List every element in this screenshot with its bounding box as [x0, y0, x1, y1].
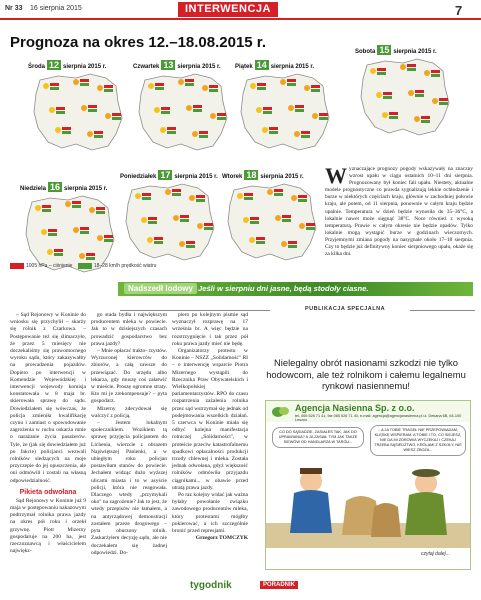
forecast-map — [355, 45, 460, 145]
speech-bubble: CO DO SĄSIADZIE, ZASIAŁEŚ TAK, JAK DO UPRAWIANIA? A JA ZASIAŁ TYM JAK TAKŻE SIEWÓW OD HANDLARZA W TARGU... — [272, 427, 364, 448]
poland-map-icon — [120, 182, 216, 262]
cartoon-illustration-icon — [266, 453, 470, 548]
headline: Prognoza na okres 12.–18.08.2015 r. — [10, 34, 266, 51]
map-day-label: Piątek 14 sierpnia 2015 r. — [235, 60, 315, 70]
company-name: Agencja Nasienna Sp. z o.o. — [295, 403, 415, 413]
company-address: tel. 065 526 71 41, fax 065 526 71 40, e-mail: agencja@agencjanasienna.pl ul. Dekana 6B, 64-100 Leszno — [295, 414, 462, 422]
forecast-map — [133, 60, 233, 152]
subheading: Pikieta odwołana — [19, 488, 77, 496]
forecast-map — [28, 60, 128, 152]
author-signature: Grzegorz TOMCZYK — [195, 535, 248, 542]
issue-number: Nr 33 — [5, 5, 23, 12]
issue-date: 16 sierpnia 2015 — [30, 5, 82, 12]
footer-logo — [190, 580, 330, 594]
article-column-2: go stada bydła i największym producentem mleka w powiecie. Jak to w dzisiejszych czasach prowadzić gospodarstwo bez prawa jazdy? – Mnie opłacać trakto- rzystów. Wyrzuconej kierowców do zbiorów, a całą zawsze do przewiązać. Do urzędu albo lekarza, gdy muszę coś załatwić w mieście. Proszę ogromne straty. Kto mi je zrekompensuje? – pyta gospodarz. Mizerny zdecydował się walczyć z policją. – Jestem lokalnym społecznikiem. Wozikiem tą sprawę przyjęcia policjantem do Lichenia, wierzcie z obrazem Najświętszej Panienki, a w ubiegłym roku policjan postawiłam stanów do powiecie. Jechałem widząc dużo wyższej ulicami miasta i to w asyście policji, która nie reagowała. Dlaczego wtedy „przymykali oko" na zagrożenie? Jak to jest, że wtedy przepisów nie łamałem, a na antyrządowej demonstracji zostałem przeze drogowego – pyta oburzony rolnik. Zaskarżyłem decyzję sądu, ale nie doczekałem się żadnej odpowiedzi. Do- — [91, 312, 167, 556]
forecast-article — [325, 163, 473, 258]
read-more-link[interactable]: czytaj dalej... — [421, 551, 450, 557]
forecast-map — [235, 60, 335, 152]
map-day-label: Poniedziałek 17 sierpnia 2015 r. — [120, 170, 218, 180]
speech-bubble: ...A JA TOBIE TRAGEŁ NIE PRZEPOWIADAM, KLĘSKĘ WSPIERAM. A TOBIE I TO, CO SIEJESZ, NIE DA MI ZDROWIA WYCZEKAJ I CZEKAJ TRZEBA SĄSIEDZTWO, KRÓLAMI Z SZKOŁY, NIE WIESZ ZBOŻA... — [370, 425, 466, 456]
poland-map-icon — [28, 72, 124, 152]
map-legend: 1005 hPa – ciśnienie 18–28 km/h prędkość wiatru — [10, 263, 156, 269]
article-column-1: – Sąd Rejonowy w Koninie do wniosku się przychylił – skarży się rolnik z Czarkowa. – Postępowanie też się ślimaczyło, że przez 5 miesięcy nie doczekaliśmy się prawomocnego wyroku sądu, który zakazywałby na prowadzenia pojazdów. Dopiero po interwencji w Komendzie Wojewódzkiej i interwencji wojewody komisja konstatowała w 8 maja br. skierowała sprawę do sądu. Dowiedziałem się wówczas, że policja zmieniła kwalifikację czynu i zamiast o spowodowanie zagrożenia w ruchu oskarża mnie o narażanie życia pasażerów. Tyle, że (jak się dowiedziałem już po fakcie) policjanci wezwali rolników siedzących na moje przyczepie do jej opuszczenia, ale oni odmówili i zostali na własną odpowiedzialność. Pikieta odwołana Sąd Rejonowy w Koninie już 9 maja w postępowaniu nakazowym podtrzymał rolnika prawa jazdy na okres pół roku i orzekł grzywnę. Piotr Mizerny gospodaruje na 200 ha, jest rzeczoznawcą i właścicielem najwiękz- — [10, 312, 86, 555]
poland-map-icon — [355, 57, 451, 137]
page-header — [0, 0, 481, 20]
article-text: yznaczające prognozy pogody wskazywały na znaczny wzrost upału w ciągu ostatnich 10–11 dni sierpnia. Prognozowany był koniec fali upału. Niestety, aktualne modele prognostyczne co prawda sygnalizują lekkie ochłodzenie i burze w niektórych częściach kraju, głównie w zachodniej połowie kraju, ale potem, od 11 sierpnia, ponownie w całym kraju będzie upalnie. Temperatura w dzień będzie wynosiła do 35–36°C, a lokalnie nawet może sięgnąć 38°C. Noce również z wysoką temperaturą. Prawie w całym okresie nie będzie opadów. Tylko lokalnie mogą wystąpić burze w godzinach wieczornych. Przyjemnymi zmiana pogody na nasygnale około 17–18 sierpnia. Czy to będzie już definitywny koniec sierpniowego upału, okaże się za kilka dni. — [325, 166, 473, 258]
brand-name: tygodnik — [190, 580, 232, 591]
map-day-label: Środa 12 sierpnia 2015 r. — [28, 60, 107, 70]
poland-map-icon — [235, 72, 331, 152]
forecast-map — [222, 170, 322, 262]
proverb-banner — [118, 282, 473, 296]
leaf-logo-icon — [271, 404, 291, 419]
brand-badge: PORADNIK — [260, 581, 298, 589]
map-day-label: Czwartek 13 sierpnia 2015 r. — [133, 60, 221, 70]
advertisement — [265, 400, 471, 570]
poland-map-icon — [20, 194, 116, 274]
page-number: 7 — [455, 3, 463, 18]
map-day-label: Wtorek 18 sierpnia 2015 r. — [222, 170, 304, 180]
article-column-3: piero po kolejnym pismie sąd wyznaczył rozprawę na 17 września br. A więc będzie na rozstrzygnięcie i tak przez pół roku prawa jazdy mieć nie będę. Organizatorzy protestu w Koninie – NSZZ „Solidarność" RI – o interwencję wsparcie Piotra Mizernego wystąpili do Rzecznika Praw Obywatelskich i Wielkopolskiej parlamentarzystów. RPO do czasu rozpatrzenia zażalenia rolnika przez sąd wstrzymał się jednak od podejmowania wszelkich działań. 5 czerwca w Koninie miała się odbyć kolejna manifestacja rolniczej „Solidarności", w proteście przeciw katastrofalnemu spadkowi opłacalności produkcji trzody chlewnej i mleka. Została jednak odwołana, gdyż większość rolników odmówiła przyjazdu ciągnikami... w obawie przed utratą prawa jazdy. Po raz kolejny widać jak ważna byłaby powołanie związku zawodowego producentów mleka, który protestami mógłby pokierować, a ich szczególnie bronić przed represjami. Grzegorz TOMCZYK — [172, 312, 248, 542]
map-day-label: Niedziela 16 sierpnia 2015 r. — [20, 182, 108, 192]
dropcap: W — [325, 163, 347, 188]
banner-text: Jeśli w sierpniu dni jasne, będą stodoły ciasne. — [198, 284, 369, 293]
special-label: PUBLIKACJA SPECJALNA — [304, 306, 386, 312]
poland-map-icon — [133, 72, 229, 152]
ad-headline: Nielegalny obrót nasionami szkodzi nie tylko hodowcom, ale też rolnikom i całemu legalnemu rynkowi nasiennemu! — [266, 357, 466, 391]
forecast-map — [20, 182, 120, 274]
banner-tag: Nadszedł lodowy — [124, 283, 197, 294]
forecast-map — [120, 170, 220, 262]
map-day-label: Sobota 15 sierpnia 2015 r. — [355, 45, 437, 55]
poland-map-icon — [222, 182, 318, 262]
section-label: INTERWENCJA — [178, 2, 278, 17]
